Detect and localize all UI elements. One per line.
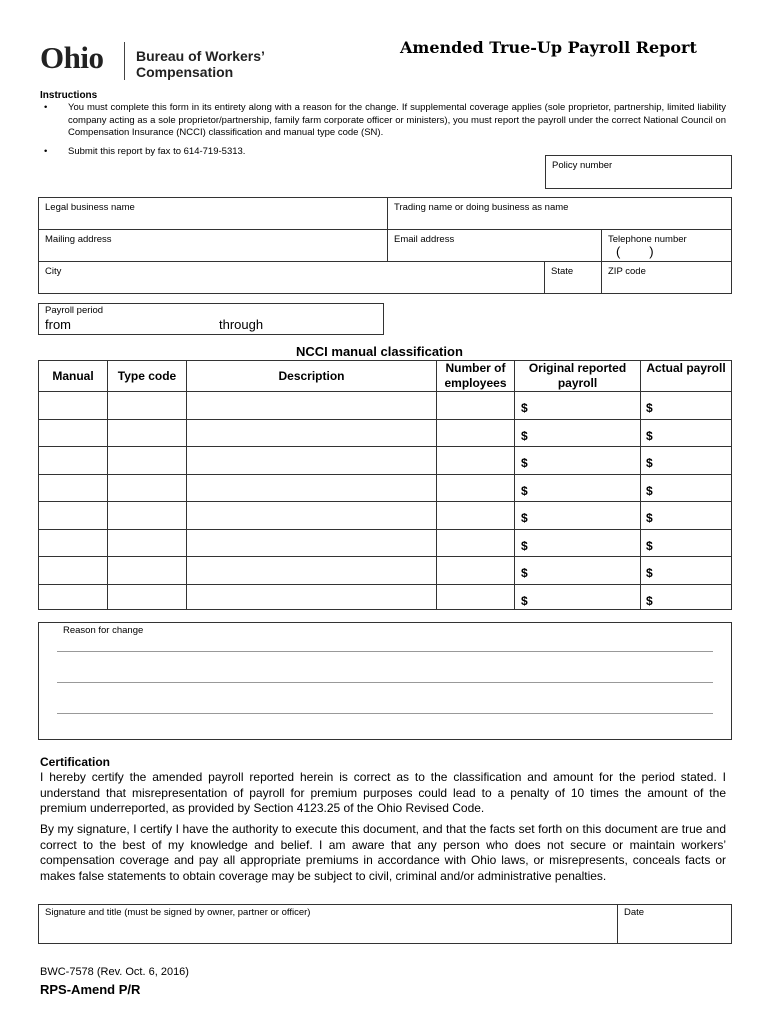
reason-line [57, 651, 713, 652]
ncci-table-title: NCCI manual classification [296, 344, 463, 359]
table-row[interactable] [39, 474, 731, 502]
legal-business-name-label: Legal business name [45, 202, 135, 213]
signature-field[interactable] [39, 905, 617, 943]
actual-payroll-dollar: $ [646, 511, 653, 525]
original-payroll-dollar: $ [521, 593, 528, 608]
original-payroll-dollar: $ [521, 401, 528, 415]
header-actual-payroll: Actual payroll [646, 361, 726, 375]
mailing-address-label: Mailing address [45, 234, 112, 245]
date-label: Date [624, 907, 645, 918]
email-address-field[interactable] [388, 230, 601, 261]
table-row[interactable] [39, 556, 731, 584]
original-payroll-dollar: $ [521, 483, 528, 498]
table-row[interactable] [39, 446, 731, 474]
business-info-block [38, 197, 732, 294]
signature-label: Signature and title (must be signed by owner, partner or officer) [45, 907, 311, 918]
header-manual: Manual [52, 369, 94, 383]
telephone-field[interactable] [602, 230, 731, 261]
bureau-name-line1: Bureau of Workers’ [136, 48, 265, 64]
state-field[interactable] [545, 262, 601, 294]
table-row[interactable] [39, 529, 731, 557]
actual-payroll-dollar: $ [646, 483, 653, 498]
logo-divider [124, 42, 125, 80]
header-original-payroll: Original reported payroll [528, 361, 627, 390]
policy-number-field[interactable] [545, 155, 732, 189]
certification-paragraph-1: I hereby certify the amended payroll reported herein is correct as to the classification and amount for the period stated. I understand that misrepresentation of payroll for premium purposes could lead to a penalty of 10 times the amount of the premium underreported, as provided by Section 4123.25 of the Ohio Revised Code. [40, 770, 726, 815]
date-field[interactable] [618, 905, 731, 943]
table-row[interactable] [39, 584, 731, 612]
original-payroll-dollar: $ [521, 511, 528, 525]
zip-code-field[interactable] [602, 262, 731, 294]
signature-block [38, 904, 732, 944]
city-label: City [45, 266, 62, 277]
header-type-code: Type code [117, 369, 177, 383]
telephone-label: Telephone number [608, 234, 687, 245]
table-row[interactable] [39, 391, 731, 419]
reason-line [57, 713, 713, 714]
trading-name-label: Trading name or doing business as name [394, 202, 569, 213]
bureau-name-line2: Compensation [136, 64, 234, 80]
reason-label: Reason for change [63, 625, 144, 636]
actual-payroll-dollar: $ [646, 538, 653, 553]
zip-code-label: ZIP code [608, 266, 646, 277]
city-field[interactable] [39, 262, 544, 294]
rps-code: RPS-Amend P/R [40, 982, 141, 997]
payroll-through-label: through [219, 317, 264, 332]
header-description: Description [278, 369, 345, 383]
legal-business-name-field[interactable] [39, 198, 387, 229]
payroll-period-field[interactable] [38, 303, 384, 335]
form-code: BWC-7578 (Rev. Oct. 6, 2016) [40, 966, 189, 978]
header-employees: Number of employees [444, 361, 507, 390]
trading-name-field[interactable] [388, 198, 731, 229]
table-row[interactable] [39, 419, 731, 447]
bureau-name [136, 48, 265, 80]
policy-number-label: Policy number [552, 160, 613, 171]
actual-payroll-dollar: $ [646, 593, 653, 608]
actual-payroll-dollar: $ [646, 401, 653, 415]
certification-heading: Certification [40, 755, 111, 769]
table-row[interactable] [39, 501, 731, 529]
payroll-from-label: from [45, 317, 71, 332]
instructions-list [40, 102, 726, 160]
ohio-logo: Ohio [40, 40, 104, 75]
email-address-label: Email address [394, 234, 455, 245]
instructions-heading: Instructions [40, 90, 98, 101]
certification-paragraph-2: By my signature, I certify I have the authority to execute this document, and that the facts set forth on this document are true and correct to the best of my knowledge and belief. I am aware that any person who does not secure or maintain workers’ compensation coverage and pay all appropriate premiums in accordance with Ohio laws, or misrepresents, conceals facts or makes false statements to obtain coverage may be subject to civil, criminal and/or administrative penalties. [40, 822, 726, 883]
telephone-area-code-parens: ( ) [616, 244, 654, 259]
original-payroll-dollar: $ [521, 538, 528, 553]
mailing-address-field[interactable] [39, 230, 387, 261]
original-payroll-dollar: $ [521, 428, 528, 443]
actual-payroll-dollar: $ [646, 566, 653, 580]
actual-payroll-dollar: $ [646, 428, 653, 443]
state-label: State [551, 266, 574, 277]
original-payroll-dollar: $ [521, 456, 528, 470]
reason-line [57, 682, 713, 683]
payroll-period-label: Payroll period [45, 305, 104, 316]
original-payroll-dollar: $ [521, 566, 528, 580]
form-title: Amended True-Up Payroll Report [400, 38, 697, 57]
instruction-item: • Submit this report by fax to 614-719-5313. [44, 145, 246, 157]
ncci-classification-table [38, 360, 732, 610]
reason-for-change-box[interactable] [38, 622, 732, 740]
actual-payroll-dollar: $ [646, 456, 653, 470]
instruction-item: • You must complete this form in its entirety along with a reason for the change. If supplemental coverage applies (sole proprietor, partnership, limited liability company acting as a sole proprietor/partnership, family farm corporate officer or ministers), you must report the payroll under the correct National Council on Compensation Insurance (NCCI) classification and manual type code (SN). [44, 102, 726, 138]
